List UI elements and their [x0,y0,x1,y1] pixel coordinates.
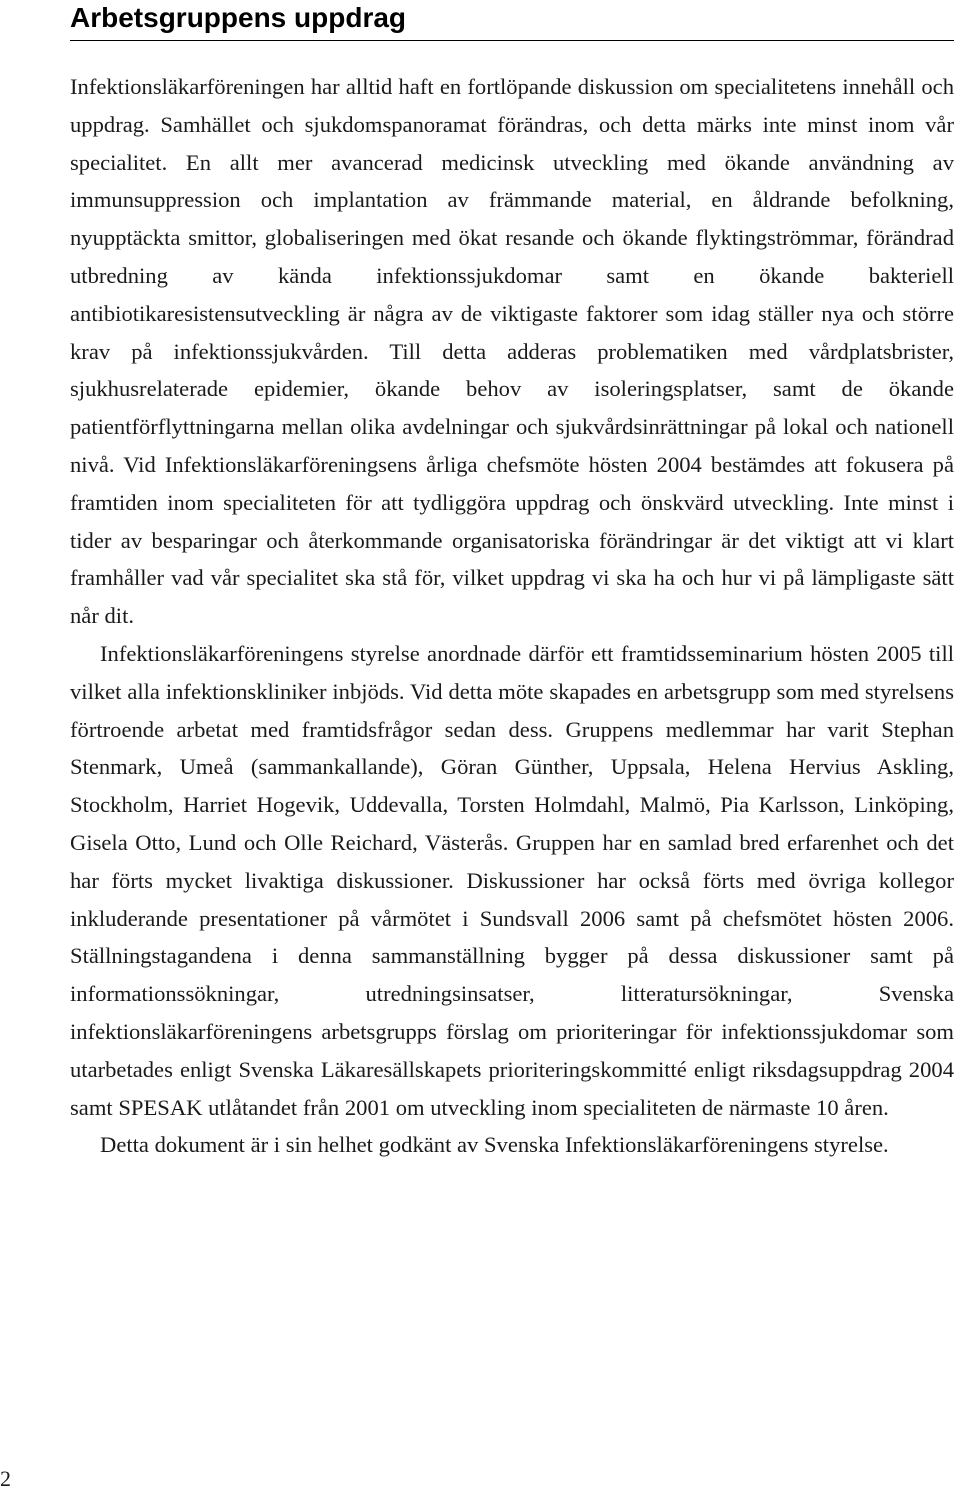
page-number: 2 [0,1466,11,1491]
section-title: Arbetsgruppens uppdrag [70,0,420,36]
title-rule [70,40,954,41]
section-header [70,0,954,44]
body-text [70,68,954,1164]
paragraph-2: Infektionsläkarföreningens styrelse anordnade därför ett framtidsseminarium hösten 2005 till vilket alla infektionskliniker inbjöds. Vid detta möte skapades en arbetsgrupp som med styrelsens förtroende arbetat med framtidsfrågor sedan dess. Gruppens medlemmar har varit Stephan Stenmark, Umeå (sammankallande), Göran Günther, Uppsala, Helena Hervius Askling, Stockholm, Harriet Hogevik, Uddevalla, Torsten Holmdahl, Malmö, Pia Karlsson, Linköping, Gisela Otto, Lund och Olle Reichard, Västerås. Gruppen har en samlad bred erfarenhet och det har förts mycket livaktiga diskussioner. Diskussioner har också förts med övriga kollegor inkluderande presentationer på vårmötet i Sundsvall 2006 samt på chefsmötet hösten 2006. Ställningstagandena i denna sammanställning bygger på dessa diskussioner samt på informationssökningar, utredningsinsatser, litteratursökningar, Svenska infektionsläkarföreningens arbetsgrupps förslag om prioriteringar för infektionssjukdomar som utarbetades enligt Svenska Läkaresällskapets prioriteringskommitté enligt riksdagsuppdrag 2004 samt SPESAK utlåtandet från 2001 om utveckling inom specialiteten de närmaste 10 åren. [70,640,954,1120]
paragraph-1: Infektionsläkarföreningen har alltid haft en fortlöpande diskussion om specialitetens innehåll och uppdrag. Samhället och sjukdomspanoramat förändras, och detta märks inte minst inom vår specialitet. En allt mer avancerad medicinsk utveckling med ökande användning av immunsuppression och implantation av främmande material, en åldrande befolkning, nyupptäckta smittor, globaliseringen med ökat resande och ökande flyktingströmmar, förändrad utbredning av kända infektionssjukdomar samt en ökande bakteriell antibiotikaresistensutveckling är några av de viktigaste faktorer som idag ställer nya och större krav på infektionssjukvården. Till detta adderas problematiken med vårdplatsbrister, sjukhusrelaterade epidemier, ökande behov av isoleringsplatser, samt de ökande patientförflyttningarna mellan olika avdelningar och sjukvårdsinrättningar på lokal och nationell nivå. Vid Infektionsläkarföreningsens årliga chefsmöte hösten 2004 bestämdes att fokusera på framtiden inom specialiteten för att tydliggöra uppdrag och önskvärd utveckling. Inte minst i tider av besparingar och återkommande organisatoriska förändringar är det viktigt att vi klart framhåller vad vår specialitet ska stå för, vilket uppdrag vi ska ha och hur vi på lämpligaste sätt når dit. [70,74,954,629]
paragraph-3: Detta dokument är i sin helhet godkänt av Svenska Infektionsläkarföreningens styrelse. [100,1132,889,1158]
